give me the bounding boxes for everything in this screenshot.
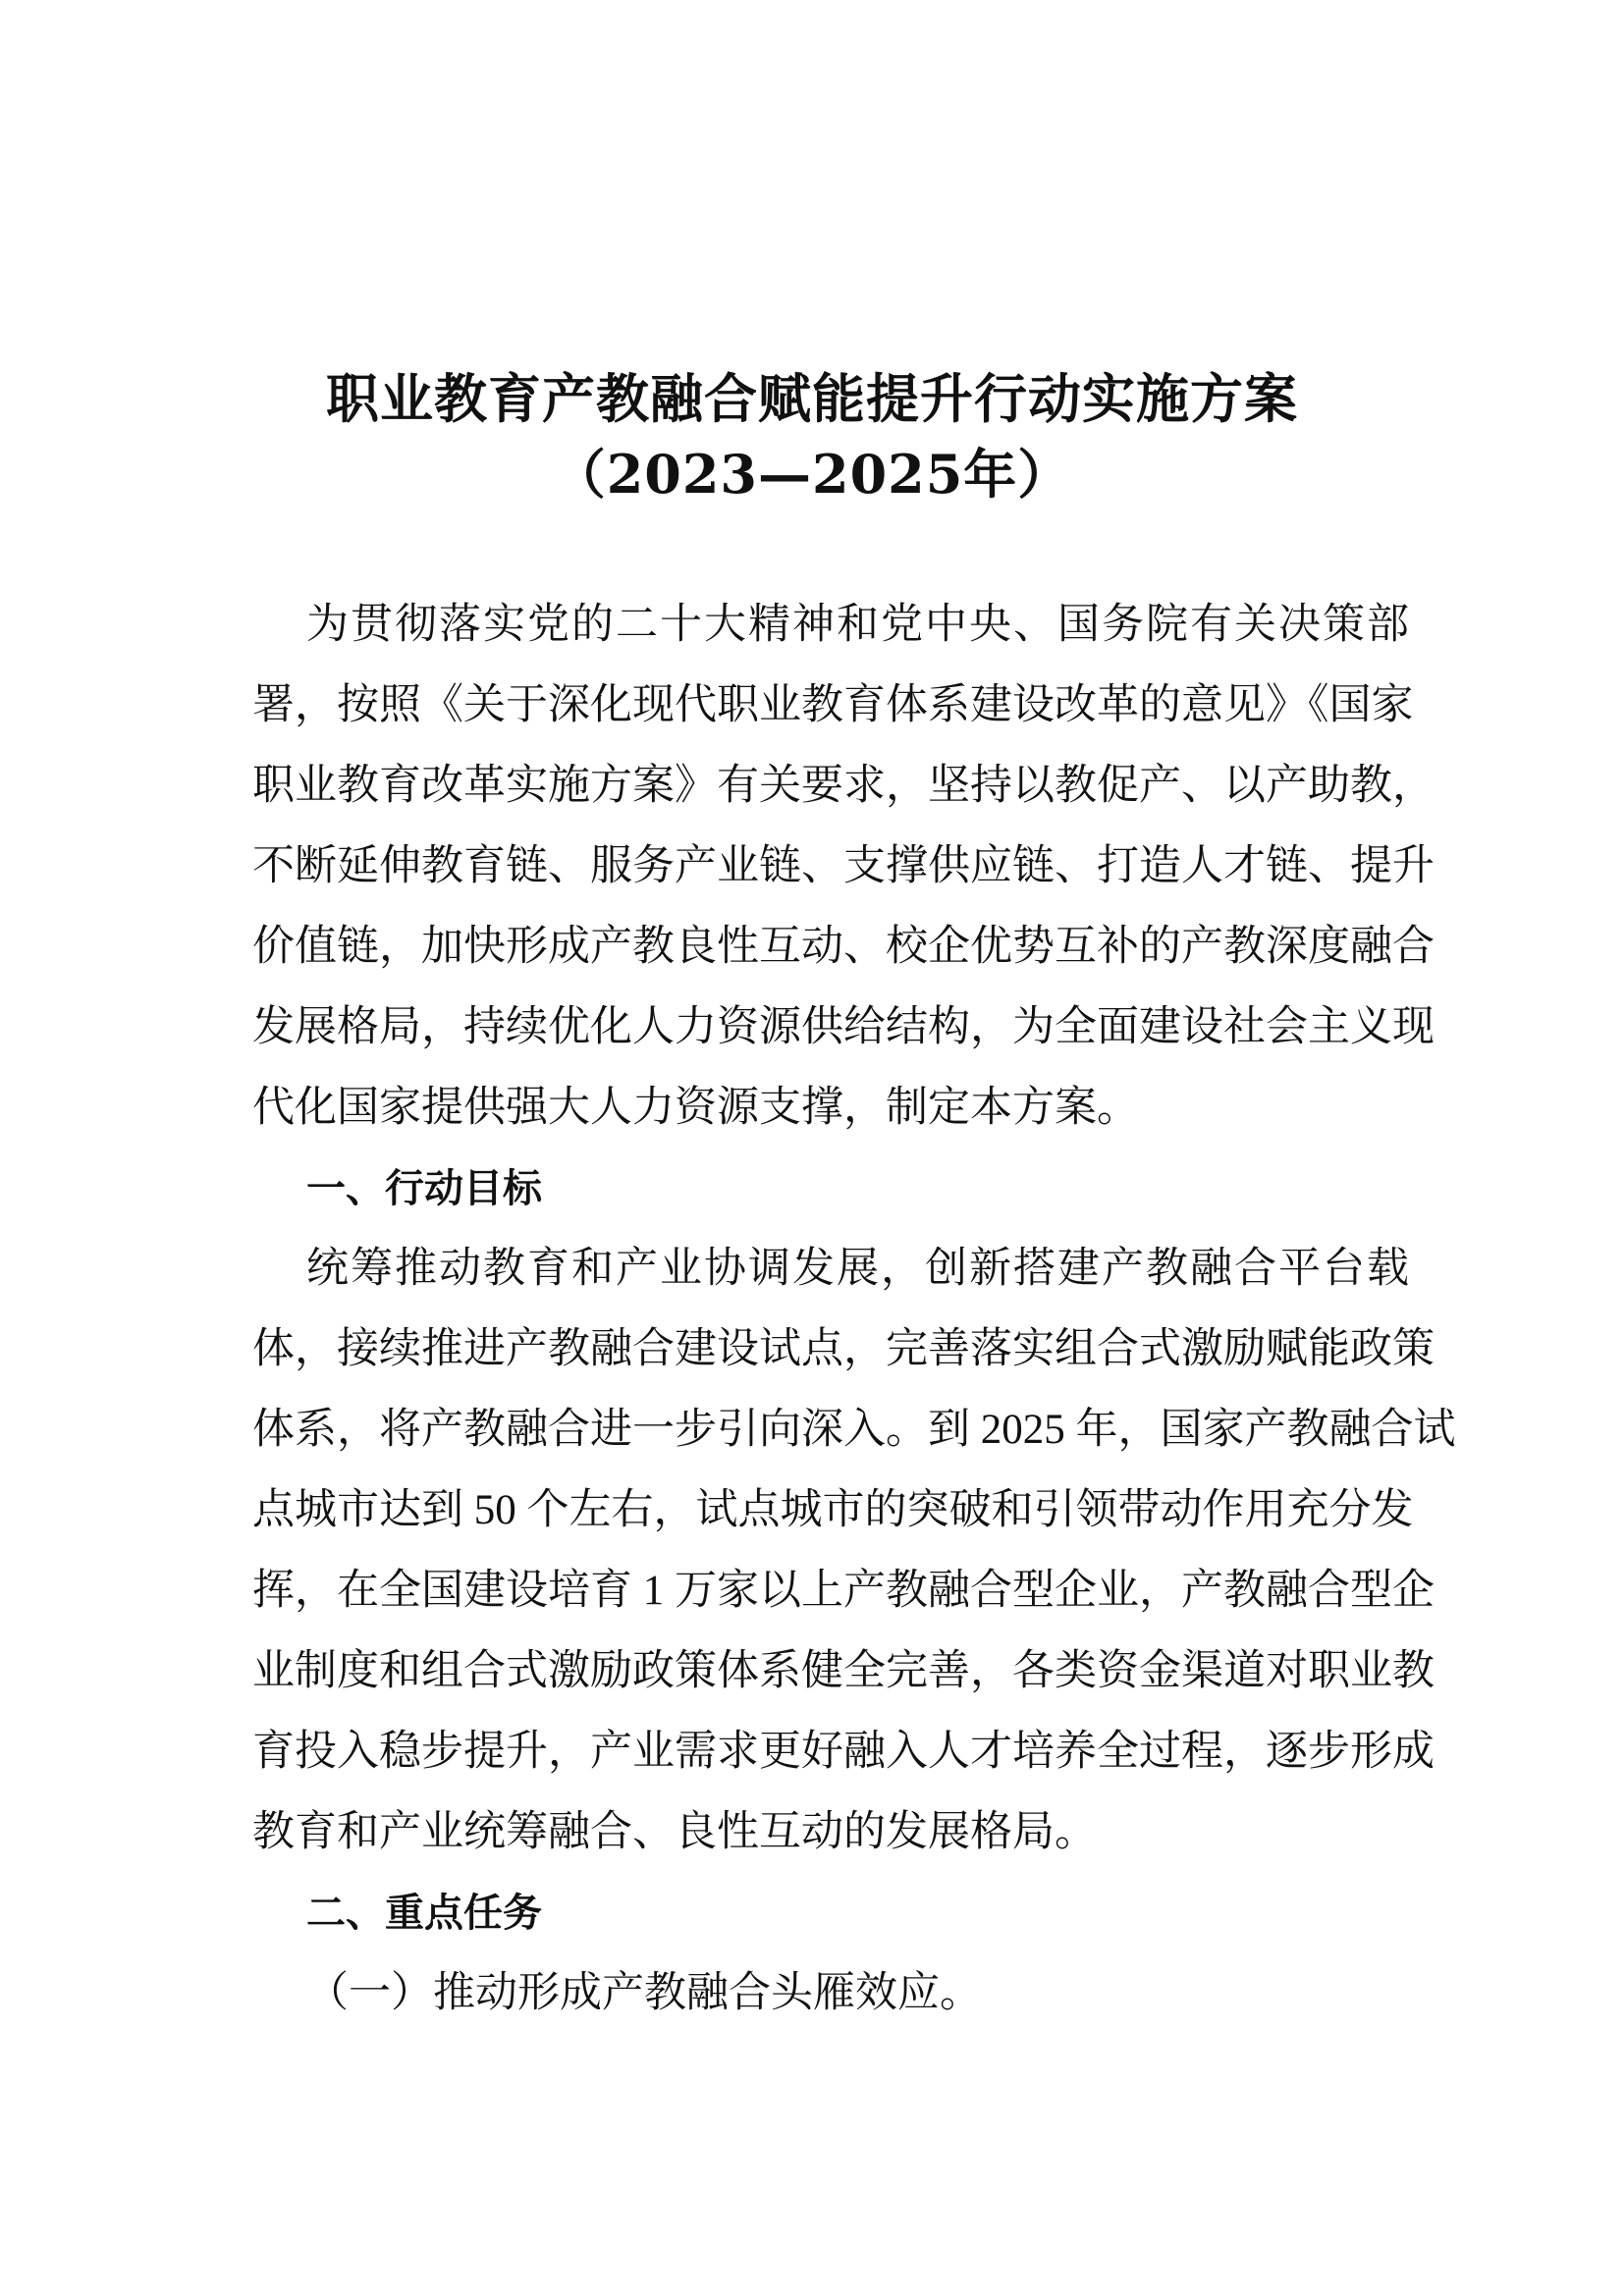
- paragraph-line: 价值链，加快形成产教良性互动、校企优势互补的产教深度融合: [252, 924, 1435, 970]
- section-heading: 一、行动目标: [306, 1166, 542, 1211]
- subsection-heading: （一）推动形成产教融合头雁效应。: [306, 1970, 982, 2016]
- document-title-years: （2023—2025年）: [552, 443, 1072, 506]
- paragraph-line: 不断延伸教育链、服务产业链、支撑供应链、打造人才链、提升: [252, 843, 1435, 889]
- paragraph-line: 业制度和组合式激励政策体系健全完善，各类资金渠道对职业教: [252, 1648, 1435, 1694]
- paragraph-line: 教育和产业统筹融合、良性互动的发展格局。: [252, 1809, 1097, 1855]
- section-heading: 二、重点任务: [306, 1891, 542, 1936]
- paragraph-line: 为贯彻落实党的二十大精神和党中央、国务院有关决策部: [306, 602, 1409, 648]
- paragraph-line: 挥，在全国建设培育 1 万家以上产教融合型企业，产教融合型企: [252, 1568, 1435, 1614]
- paragraph-line: 体，接续推进产教融合建设试点，完善落实组合式激励赋能政策: [252, 1326, 1435, 1372]
- paragraph-line: 职业教育改革实施方案》有关要求，坚持以教促产、以产助教，: [252, 763, 1435, 809]
- paragraph-line: 统筹推动教育和产业协调发展，创新搭建产教融合平台载: [306, 1246, 1409, 1292]
- paragraph-line: 育投入稳步提升，产业需求更好融入人才培养全过程，逐步形成: [252, 1729, 1435, 1775]
- paragraph-line: 署，按照《关于深化现代职业教育体系建设改革的意见》《国家: [252, 682, 1414, 728]
- paragraph-line: 点城市达到 50 个左右，试点城市的突破和引领带动作用充分发: [252, 1487, 1414, 1533]
- paragraph-line: 发展格局，持续优化人力资源供给结构，为全面建设社会主义现: [252, 1004, 1435, 1050]
- paragraph-line: 体系，将产教融合进一步引向深入。到 2025 年，国家产教融合试: [252, 1407, 1456, 1453]
- document-title: 职业教育产教融合赋能提升行动实施方案: [326, 367, 1298, 430]
- paragraph-line: 代化国家提供强大人力资源支撑，制定本方案。: [252, 1085, 1139, 1131]
